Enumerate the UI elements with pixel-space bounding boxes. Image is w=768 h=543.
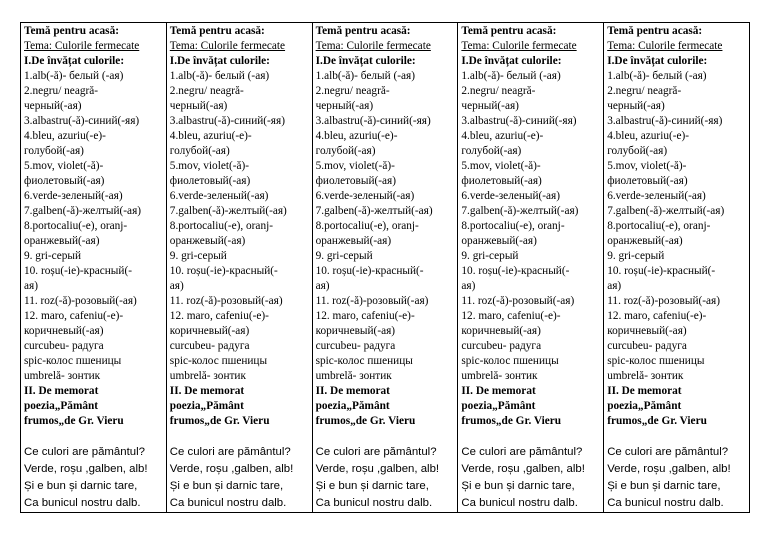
poem-line: Verde, roșu ,galben, alb! xyxy=(24,463,148,475)
vocabulary-line: черный(-ая) xyxy=(461,100,519,112)
vocabulary-line: 5.mov, violet(-ă)- xyxy=(24,160,104,172)
section-2-line: II. De memorat xyxy=(315,385,390,397)
vocabulary-line: 12. maro, cafeniu(-e)- xyxy=(461,310,561,322)
section-2-line: II. De memorat xyxy=(607,385,682,397)
topic-title: Tema: Culorile fermecate xyxy=(24,40,140,52)
vocabulary-line: голубой(-ая) xyxy=(169,145,230,157)
vocabulary-line: 7.galben(-ă)-желтый(-ая) xyxy=(607,205,725,217)
vocabulary-line: 12. maro, cafeniu(-e)- xyxy=(24,310,124,322)
vocabulary-line: 3.albastru(-ă)-синий(-яя) xyxy=(24,115,140,127)
homework-column xyxy=(604,23,750,513)
section-2-heading xyxy=(24,384,163,429)
vocabulary-line: коричневый(-ая) xyxy=(315,325,396,337)
vocabulary-line: 8.portocaliu(-e), oranj- xyxy=(315,220,419,232)
poem-line: Ca bunicul nostru dalb. xyxy=(607,497,724,509)
vocabulary-line: коричневый(-ая) xyxy=(461,325,541,337)
vocabulary-line: 3.albastru(-ă)-синий(-яя) xyxy=(169,115,285,127)
vocabulary-line: ая) xyxy=(315,280,330,292)
vocabulary-line: 1.alb(-ă)- белый (-ая) xyxy=(461,70,561,82)
vocabulary-line: 11. roz(-ă)-розовый(-ая) xyxy=(24,295,137,307)
vocabulary-line: 2.negru/ neagră- xyxy=(24,85,99,97)
vocabulary-line: фиолетовый(-ая) xyxy=(169,175,251,187)
vocabulary-line: 11. roz(-ă)-розовый(-ая) xyxy=(607,295,721,307)
vocabulary-list xyxy=(461,69,600,384)
homework-header: Temă pentru acasă: xyxy=(169,25,265,37)
vocabulary-line: 10. roșu(-ie)-красный(- xyxy=(315,265,424,277)
section-2-heading xyxy=(316,384,455,429)
vocabulary-line: 6.verde-зеленый(-ая) xyxy=(315,190,415,202)
poem-line: Și e bun și darnic tare, xyxy=(24,480,138,492)
section-2-line: poezia„Pământ xyxy=(24,400,99,412)
poem xyxy=(607,444,746,512)
poem-line: Ca bunicul nostru dalb. xyxy=(169,497,287,509)
vocabulary-line: 12. maro, cafeniu(-e)- xyxy=(607,310,707,322)
vocabulary-line: 4.bleu, azuriu(-e)- xyxy=(315,130,398,142)
vocabulary-line: 1.alb(-ă)- белый (-ая) xyxy=(24,70,124,82)
vocabulary-list xyxy=(316,69,455,384)
section-2-line: II. De memorat xyxy=(24,385,99,397)
section-2-heading xyxy=(170,384,309,429)
poem xyxy=(461,444,600,512)
vocabulary-line: 5.mov, violet(-ă)- xyxy=(169,160,250,172)
vocabulary-line: 7.galben(-ă)-желтый(-ая) xyxy=(169,205,287,217)
vocabulary-line: фиолетовый(-ая) xyxy=(461,175,542,187)
vocabulary-line: оранжевый(-ая) xyxy=(315,235,392,247)
vocabulary-line: коричневый(-ая) xyxy=(169,325,250,337)
vocabulary-line: 6.verde-зеленый(-ая) xyxy=(461,190,561,202)
section-2-heading xyxy=(461,384,600,429)
poem-line: Verde, roșu ,galben, alb! xyxy=(315,463,440,475)
section-2-line: poezia„Pământ xyxy=(315,400,390,412)
poem-line: Ca bunicul nostru dalb. xyxy=(315,497,433,509)
homework-column xyxy=(312,23,458,513)
section-2-line: poezia„Pământ xyxy=(169,400,244,412)
section-1-heading: I.De învățat culorile: xyxy=(169,55,270,67)
section-2-line: frumos„de Gr. Vieru xyxy=(461,415,562,427)
vocabulary-line: 3.albastru(-ă)-синий(-яя) xyxy=(607,115,723,127)
vocabulary-line: 8.portocaliu(-e), oranj- xyxy=(607,220,711,232)
vocabulary-line: 10. roșu(-ie)-красный(- xyxy=(461,265,570,277)
vocabulary-line: curcubeu- радуга xyxy=(169,340,250,352)
section-2-line: II. De memorat xyxy=(461,385,536,397)
vocabulary-line: 6.verde-зеленый(-ая) xyxy=(24,190,123,202)
vocabulary-line: 9. gri-серый xyxy=(315,250,373,262)
vocabulary-list xyxy=(170,69,309,384)
homework-header: Temă pentru acasă: xyxy=(607,25,703,37)
topic-title: Tema: Culorile fermecate xyxy=(315,40,431,52)
vocabulary-line: curcubeu- радуга xyxy=(607,340,687,352)
vocabulary-line: голубой(-ая) xyxy=(607,145,668,157)
vocabulary-line: 9. gri-серый xyxy=(169,250,227,262)
sheet-row xyxy=(21,23,750,513)
section-2-line: frumos„de Gr. Vieru xyxy=(607,415,707,427)
vocabulary-list xyxy=(607,69,746,384)
vocabulary-line: 4.bleu, azuriu(-e)- xyxy=(169,130,252,142)
vocabulary-line: 3.albastru(-ă)-синий(-яя) xyxy=(461,115,577,127)
vocabulary-line: ая) xyxy=(169,280,184,292)
vocabulary-line: 3.albastru(-ă)-синий(-яя) xyxy=(315,115,431,127)
section-2-line: poezia„Pământ xyxy=(461,400,536,412)
vocabulary-line: curcubeu- радуга xyxy=(461,340,542,352)
vocabulary-line: spic-колос пшеницы xyxy=(315,355,413,367)
vocabulary-line: 4.bleu, azuriu(-e)- xyxy=(461,130,544,142)
vocabulary-line: 1.alb(-ă)- белый (-ая) xyxy=(315,70,415,82)
vocabulary-line: черный(-ая) xyxy=(24,100,82,112)
poem xyxy=(24,444,163,512)
vocabulary-line: голубой(-ая) xyxy=(461,145,522,157)
vocabulary-line: черный(-ая) xyxy=(607,100,665,112)
vocabulary-line: 7.galben(-ă)-желтый(-ая) xyxy=(461,205,579,217)
section-1-heading: I.De învățat culorile: xyxy=(461,55,562,67)
vocabulary-line: spic-колос пшеницы xyxy=(169,355,268,367)
homework-header: Temă pentru acasă: xyxy=(461,25,557,37)
vocabulary-line: 4.bleu, azuriu(-e)- xyxy=(24,130,106,142)
vocabulary-line: 2.negru/ neagră- xyxy=(607,85,682,97)
vocabulary-line: оранжевый(-ая) xyxy=(169,235,246,247)
section-1-heading: I.De învățat culorile: xyxy=(24,55,125,67)
vocabulary-line: 12. maro, cafeniu(-e)- xyxy=(315,310,415,322)
poem-line: Ce culori are pământul? xyxy=(169,446,291,458)
poem-line: Verde, roșu ,galben, alb! xyxy=(461,463,585,475)
homework-column xyxy=(21,23,167,513)
topic-title: Tema: Culorile fermecate xyxy=(461,40,577,52)
poem-line: Ce culori are pământul? xyxy=(315,446,437,458)
vocabulary-line: черный(-ая) xyxy=(169,100,228,112)
vocabulary-line: 1.alb(-ă)- белый (-ая) xyxy=(169,70,270,82)
section-1-heading: I.De învățat culorile: xyxy=(315,55,416,67)
poem-line: Și e bun și darnic tare, xyxy=(607,480,721,492)
vocabulary-line: 2.negru/ neagră- xyxy=(315,85,390,97)
vocabulary-line: spic-колос пшеницы xyxy=(607,355,705,367)
homework-header: Temă pentru acasă: xyxy=(315,25,411,37)
vocabulary-line: umbrelă- зонтик xyxy=(607,370,684,382)
vocabulary-line: 1.alb(-ă)- белый (-ая) xyxy=(607,70,707,82)
vocabulary-list xyxy=(24,69,163,384)
vocabulary-line: 11. roz(-ă)-розовый(-ая) xyxy=(461,295,575,307)
poem-line: Și e bun și darnic tare, xyxy=(315,480,429,492)
vocabulary-line: оранжевый(-ая) xyxy=(461,235,537,247)
section-2-line: II. De memorat xyxy=(169,385,245,397)
vocabulary-line: umbrelă- зонтик xyxy=(169,370,246,382)
homework-sheet-table xyxy=(20,22,750,513)
vocabulary-line: голубой(-ая) xyxy=(315,145,376,157)
section-2-line: frumos„de Gr. Vieru xyxy=(24,415,124,427)
vocabulary-line: 2.negru/ neagră- xyxy=(461,85,536,97)
homework-header: Temă pentru acasă: xyxy=(24,25,119,37)
vocabulary-line: 9. gri-серый xyxy=(461,250,519,262)
vocabulary-line: 2.negru/ neagră- xyxy=(169,85,244,97)
vocabulary-line: 4.bleu, azuriu(-e)- xyxy=(607,130,690,142)
vocabulary-line: 7.galben(-ă)-желтый(-ая) xyxy=(315,205,433,217)
vocabulary-line: umbrelă- зонтик xyxy=(315,370,392,382)
vocabulary-line: umbrelă- зонтик xyxy=(24,370,101,382)
section-2-line: frumos„de Gr. Vieru xyxy=(169,415,270,427)
vocabulary-line: 10. roșu(-ie)-красный(- xyxy=(607,265,716,277)
vocabulary-line: 6.verde-зеленый(-ая) xyxy=(607,190,706,202)
vocabulary-line: фиолетовый(-ая) xyxy=(315,175,397,187)
vocabulary-line: 12. maro, cafeniu(-e)- xyxy=(169,310,269,322)
vocabulary-line: оранжевый(-ая) xyxy=(607,235,683,247)
topic-title: Tema: Culorile fermecate xyxy=(169,40,286,52)
homework-column xyxy=(458,23,604,513)
section-1-heading: I.De învățat culorile: xyxy=(607,55,708,67)
poem-line: Ce culori are pământul? xyxy=(24,446,145,458)
vocabulary-line: curcubeu- радуга xyxy=(315,340,396,352)
vocabulary-line: spic-колос пшеницы xyxy=(461,355,559,367)
section-2-heading xyxy=(607,384,746,429)
poem-line: Și e bun și darnic tare, xyxy=(169,480,284,492)
vocabulary-line: оранжевый(-ая) xyxy=(24,235,100,247)
poem-line: Ce culori are pământul? xyxy=(461,446,583,458)
topic-title: Tema: Culorile fermecate xyxy=(607,40,723,52)
vocabulary-line: curcubeu- радуга xyxy=(24,340,104,352)
vocabulary-line: 8.portocaliu(-e), oranj- xyxy=(461,220,565,232)
vocabulary-line: 9. gri-серый xyxy=(607,250,665,262)
poem-line: Ca bunicul nostru dalb. xyxy=(461,497,578,509)
poem-line: Ca bunicul nostru dalb. xyxy=(24,497,141,509)
vocabulary-line: фиолетовый(-ая) xyxy=(24,175,105,187)
vocabulary-line: 7.galben(-ă)-желтый(-ая) xyxy=(24,205,142,217)
vocabulary-line: spic-колос пшеницы xyxy=(24,355,122,367)
homework-column xyxy=(166,23,312,513)
poem-line: Și e bun și darnic tare, xyxy=(461,480,575,492)
poem xyxy=(170,444,309,512)
poem-line: Verde, roșu ,galben, alb! xyxy=(607,463,731,475)
vocabulary-line: 5.mov, violet(-ă)- xyxy=(315,160,395,172)
section-2-line: poezia„Pământ xyxy=(607,400,682,412)
vocabulary-line: 11. roz(-ă)-розовый(-ая) xyxy=(315,295,429,307)
vocabulary-line: 11. roz(-ă)-розовый(-ая) xyxy=(169,295,283,307)
vocabulary-line: 8.portocaliu(-e), oranj- xyxy=(169,220,273,232)
vocabulary-line: коричневый(-ая) xyxy=(24,325,104,337)
poem-line: Verde, roșu ,galben, alb! xyxy=(169,463,294,475)
section-2-line: frumos„de Gr. Vieru xyxy=(315,415,416,427)
vocabulary-line: umbrelă- зонтик xyxy=(461,370,538,382)
vocabulary-line: 8.portocaliu(-e), oranj- xyxy=(24,220,128,232)
vocabulary-line: ая) xyxy=(461,280,476,292)
vocabulary-line: 5.mov, violet(-ă)- xyxy=(607,160,687,172)
vocabulary-line: голубой(-ая) xyxy=(24,145,84,157)
vocabulary-line: 5.mov, violet(-ă)- xyxy=(461,160,541,172)
vocabulary-line: 6.verde-зеленый(-ая) xyxy=(169,190,269,202)
poem xyxy=(316,444,455,512)
vocabulary-line: 10. roșu(-ie)-красный(- xyxy=(24,265,132,277)
vocabulary-line: ая) xyxy=(24,280,38,292)
vocabulary-line: 9. gri-серый xyxy=(24,250,82,262)
vocabulary-line: черный(-ая) xyxy=(315,100,374,112)
vocabulary-line: коричневый(-ая) xyxy=(607,325,687,337)
poem-line: Ce culori are pământul? xyxy=(607,446,729,458)
vocabulary-line: ая) xyxy=(607,280,622,292)
vocabulary-line: 10. roșu(-ie)-красный(- xyxy=(169,265,278,277)
vocabulary-line: фиолетовый(-ая) xyxy=(607,175,688,187)
